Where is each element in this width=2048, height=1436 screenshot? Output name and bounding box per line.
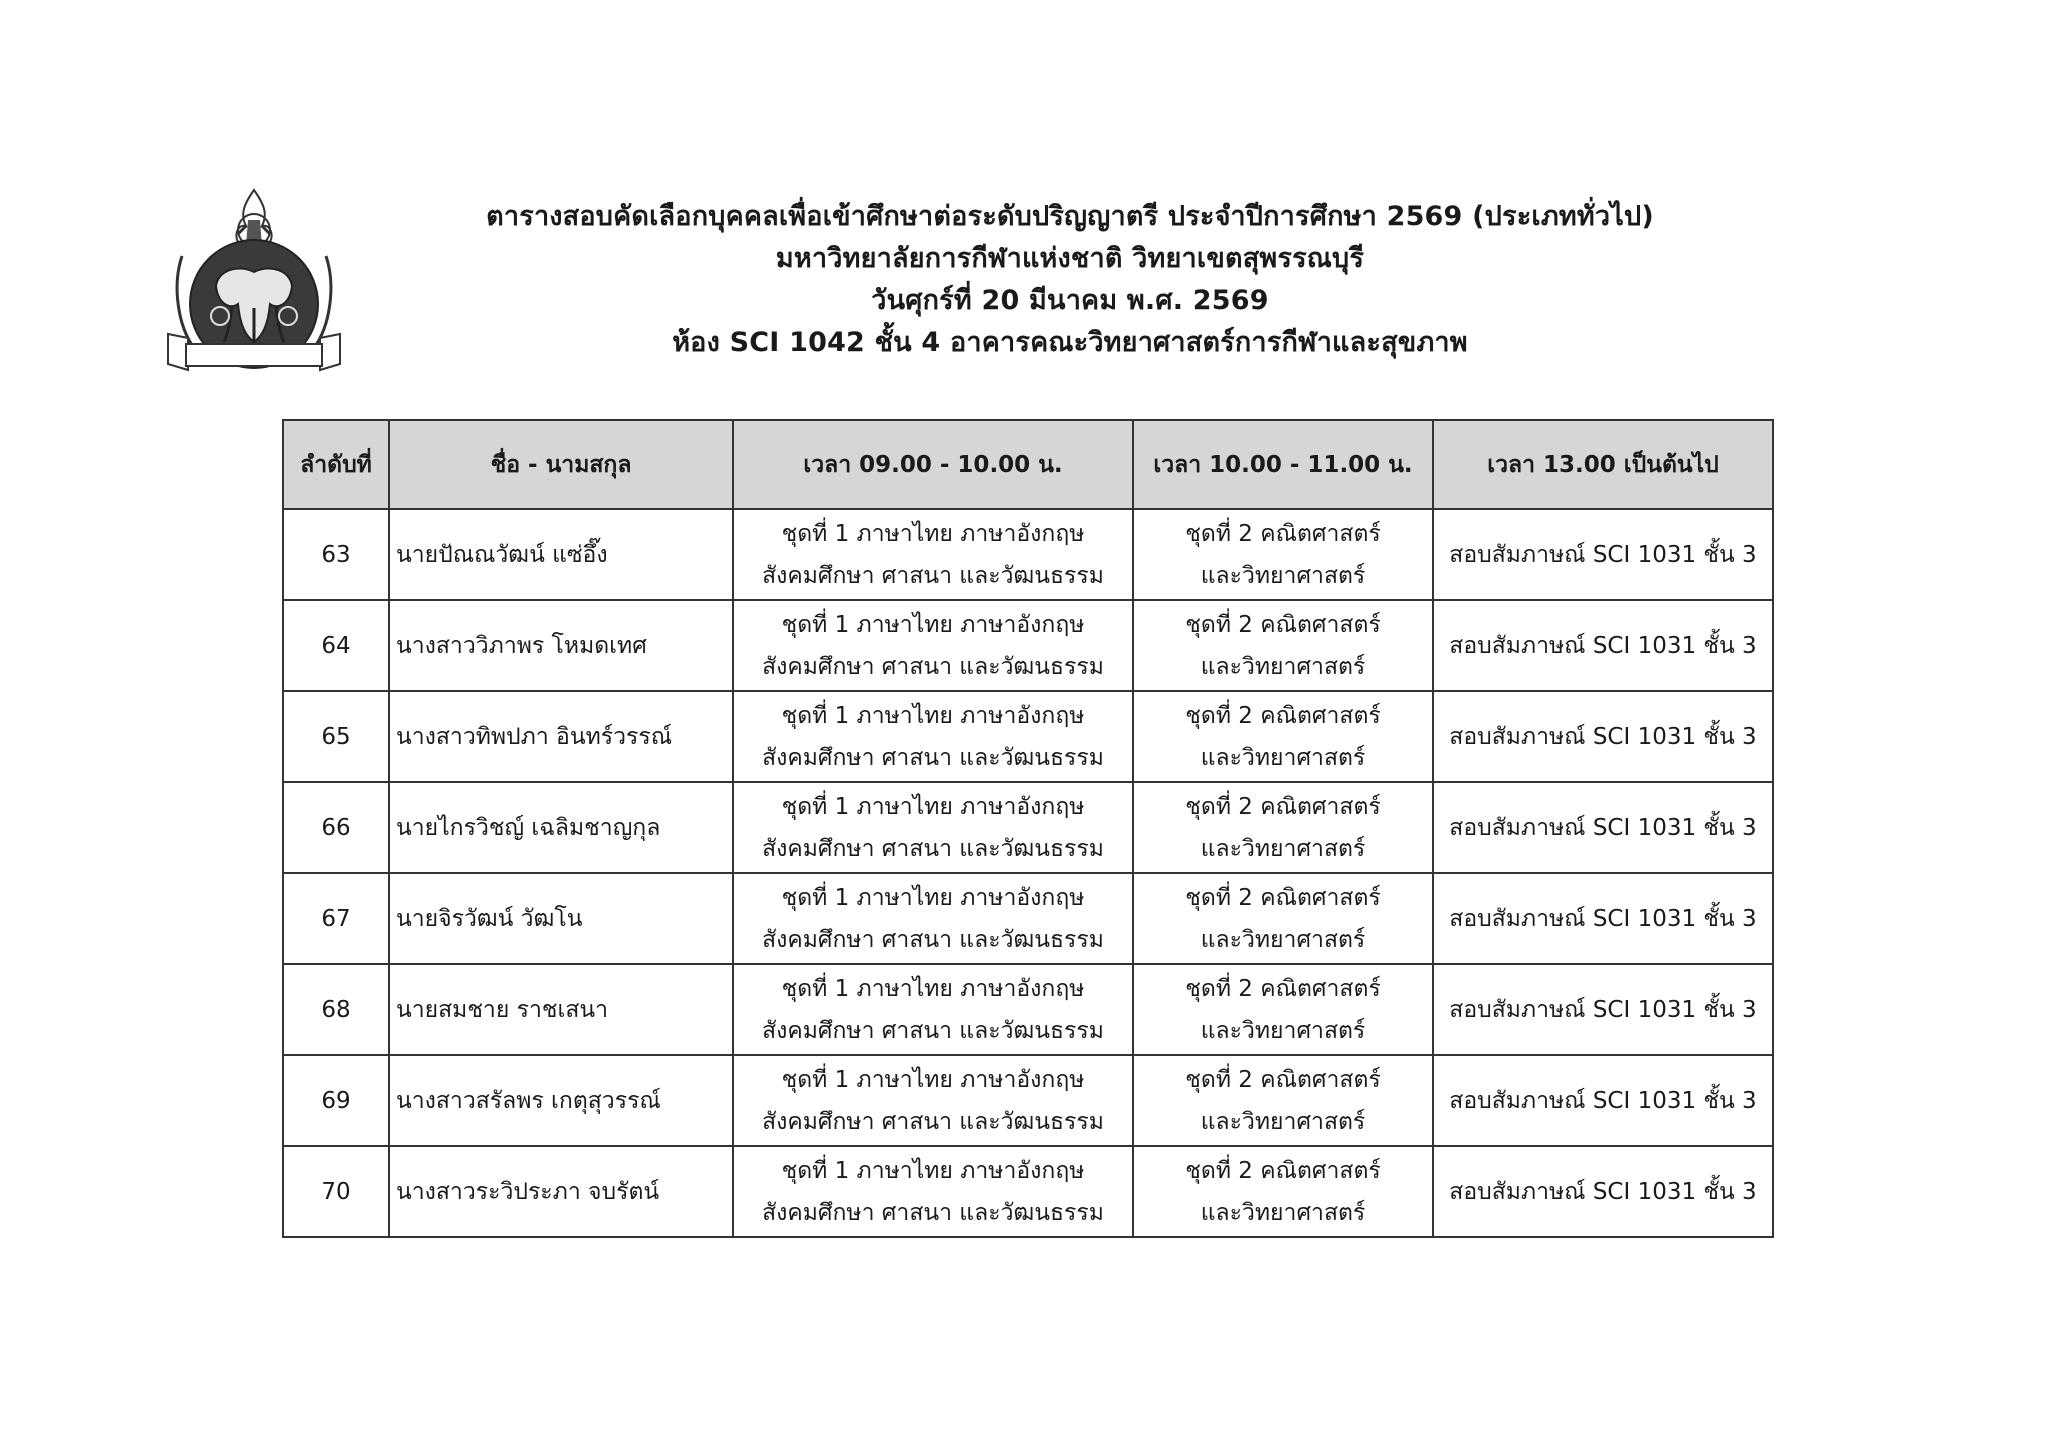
session-1-line-2: สังคมศึกษา ศาสนา และวัฒนธรรม [762, 1017, 1104, 1044]
header-university: มหาวิทยาลัยการกีฬาแห่งชาติ วิทยาเขตสุพรรณบุรี [775, 243, 1365, 274]
row-number: 68 [283, 964, 389, 1055]
row-number: 69 [283, 1055, 389, 1146]
row-number: 63 [283, 509, 389, 600]
candidate-name: นางสาวสรัลพร เกตุสุวรรณ์ [389, 1055, 733, 1146]
session-1-line-2: สังคมศึกษา ศาสนา และวัฒนธรรม [762, 1199, 1104, 1226]
row-number: 65 [283, 691, 389, 782]
candidate-name: นายปัณณวัฒน์ แซ่อึ๊ง [389, 509, 733, 600]
session-1-cell [733, 1146, 1133, 1237]
session-2-line-2: และวิทยาศาสตร์ [1200, 835, 1366, 862]
session-1-cell [733, 964, 1133, 1055]
session-2-line-2: และวิทยาศาสตร์ [1200, 1108, 1366, 1135]
session-2-cell [1133, 509, 1433, 600]
column-header-number: ลำดับที่ [283, 420, 389, 509]
session-2-cell [1133, 964, 1433, 1055]
table-row [283, 691, 1773, 782]
session-3-cell: สอบสัมภาษณ์ SCI 1031 ชั้น 3 [1433, 600, 1773, 691]
session-2-cell [1133, 691, 1433, 782]
session-2-line-1: ชุดที่ 2 คณิตศาสตร์ [1185, 793, 1381, 820]
table-row [283, 1055, 1773, 1146]
session-2-line-1: ชุดที่ 2 คณิตศาสตร์ [1185, 1066, 1381, 1093]
session-1-line-1: ชุดที่ 1 ภาษาไทย ภาษาอังกฤษ [781, 520, 1085, 547]
row-number: 66 [283, 782, 389, 873]
session-1-line-2: สังคมศึกษา ศาสนา และวัฒนธรรม [762, 653, 1104, 680]
session-1-line-2: สังคมศึกษา ศาสนา และวัฒนธรรม [762, 835, 1104, 862]
university-seal-icon [158, 186, 350, 396]
session-3-cell: สอบสัมภาษณ์ SCI 1031 ชั้น 3 [1433, 1055, 1773, 1146]
session-1-cell [733, 782, 1133, 873]
session-3-cell: สอบสัมภาษณ์ SCI 1031 ชั้น 3 [1433, 964, 1773, 1055]
session-2-line-2: และวิทยาศาสตร์ [1200, 1199, 1366, 1226]
exam-schedule-table [282, 419, 1774, 1238]
candidate-name: นายจิรวัฒน์ วัฒโน [389, 873, 733, 964]
candidate-name: นางสาวระวิประภา จบรัตน์ [389, 1146, 733, 1237]
session-3-cell: สอบสัมภาษณ์ SCI 1031 ชั้น 3 [1433, 1146, 1773, 1237]
session-1-line-1: ชุดที่ 1 ภาษาไทย ภาษาอังกฤษ [781, 1066, 1085, 1093]
session-2-line-2: และวิทยาศาสตร์ [1200, 653, 1366, 680]
session-1-line-1: ชุดที่ 1 ภาษาไทย ภาษาอังกฤษ [781, 611, 1085, 638]
row-number: 64 [283, 600, 389, 691]
session-2-line-2: และวิทยาศาสตร์ [1200, 562, 1366, 589]
session-1-line-2: สังคมศึกษา ศาสนา และวัฒนธรรม [762, 1108, 1104, 1135]
header-room: ห้อง SCI 1042 ชั้น 4 อาคารคณะวิทยาศาสตร์การกีฬาและสุขภาพ [672, 327, 1468, 358]
session-3-cell: สอบสัมภาษณ์ SCI 1031 ชั้น 3 [1433, 509, 1773, 600]
candidate-name: นายสมชาย ราชเสนา [389, 964, 733, 1055]
session-2-cell [1133, 873, 1433, 964]
session-1-cell [733, 509, 1133, 600]
row-number: 67 [283, 873, 389, 964]
session-2-cell [1133, 1055, 1433, 1146]
session-3-cell: สอบสัมภาษณ์ SCI 1031 ชั้น 3 [1433, 873, 1773, 964]
session-2-line-1: ชุดที่ 2 คณิตศาสตร์ [1185, 1157, 1381, 1184]
session-2-cell [1133, 1146, 1433, 1237]
session-1-cell [733, 1055, 1133, 1146]
session-2-cell [1133, 600, 1433, 691]
session-1-line-2: สังคมศึกษา ศาสนา และวัฒนธรรม [762, 744, 1104, 771]
session-2-line-1: ชุดที่ 2 คณิตศาสตร์ [1185, 702, 1381, 729]
session-3-cell: สอบสัมภาษณ์ SCI 1031 ชั้น 3 [1433, 691, 1773, 782]
session-1-line-1: ชุดที่ 1 ภาษาไทย ภาษาอังกฤษ [781, 975, 1085, 1002]
row-number: 70 [283, 1146, 389, 1237]
session-1-line-1: ชุดที่ 1 ภาษาไทย ภาษาอังกฤษ [781, 702, 1085, 729]
column-header-session-2: เวลา 10.00 - 11.00 น. [1133, 420, 1433, 509]
session-1-cell [733, 691, 1133, 782]
session-2-cell [1133, 782, 1433, 873]
column-header-name: ชื่อ - นามสกุล [389, 420, 733, 509]
session-2-line-2: และวิทยาศาสตร์ [1200, 744, 1366, 771]
candidate-name: นางสาววิภาพร โหมดเทศ [389, 600, 733, 691]
session-1-line-1: ชุดที่ 1 ภาษาไทย ภาษาอังกฤษ [781, 793, 1085, 820]
table-row [283, 964, 1773, 1055]
table-row [283, 1146, 1773, 1237]
session-2-line-2: และวิทยาศาสตร์ [1200, 1017, 1366, 1044]
column-header-session-3: เวลา 13.00 เป็นต้นไป [1433, 420, 1773, 509]
university-logo [158, 186, 350, 396]
candidate-name: นางสาวทิพปภา อินทร์วรรณ์ [389, 691, 733, 782]
table-row [283, 782, 1773, 873]
session-2-line-1: ชุดที่ 2 คณิตศาสตร์ [1185, 520, 1381, 547]
table-row [283, 600, 1773, 691]
session-2-line-2: และวิทยาศาสตร์ [1200, 926, 1366, 953]
table-row [283, 509, 1773, 600]
header-title: ตารางสอบคัดเลือกบุคคลเพื่อเข้าศึกษาต่อระดับปริญญาตรี ประจำปีการศึกษา 2569 (ประเภททั่วไป) [486, 201, 1654, 232]
session-1-line-2: สังคมศึกษา ศาสนา และวัฒนธรรม [762, 926, 1104, 953]
candidate-name: นายไกรวิชญ์ เฉลิมชาญกุล [389, 782, 733, 873]
table-header-row [283, 420, 1773, 509]
session-2-line-1: ชุดที่ 2 คณิตศาสตร์ [1185, 611, 1381, 638]
document-header [380, 196, 1760, 364]
session-1-cell [733, 600, 1133, 691]
session-1-line-1: ชุดที่ 1 ภาษาไทย ภาษาอังกฤษ [781, 884, 1085, 911]
session-1-line-1: ชุดที่ 1 ภาษาไทย ภาษาอังกฤษ [781, 1157, 1085, 1184]
session-1-cell [733, 873, 1133, 964]
header-date: วันศุกร์ที่ 20 มีนาคม พ.ศ. 2569 [871, 285, 1269, 316]
table-row [283, 873, 1773, 964]
session-2-line-1: ชุดที่ 2 คณิตศาสตร์ [1185, 975, 1381, 1002]
column-header-session-1: เวลา 09.00 - 10.00 น. [733, 420, 1133, 509]
session-1-line-2: สังคมศึกษา ศาสนา และวัฒนธรรม [762, 562, 1104, 589]
session-2-line-1: ชุดที่ 2 คณิตศาสตร์ [1185, 884, 1381, 911]
session-3-cell: สอบสัมภาษณ์ SCI 1031 ชั้น 3 [1433, 782, 1773, 873]
